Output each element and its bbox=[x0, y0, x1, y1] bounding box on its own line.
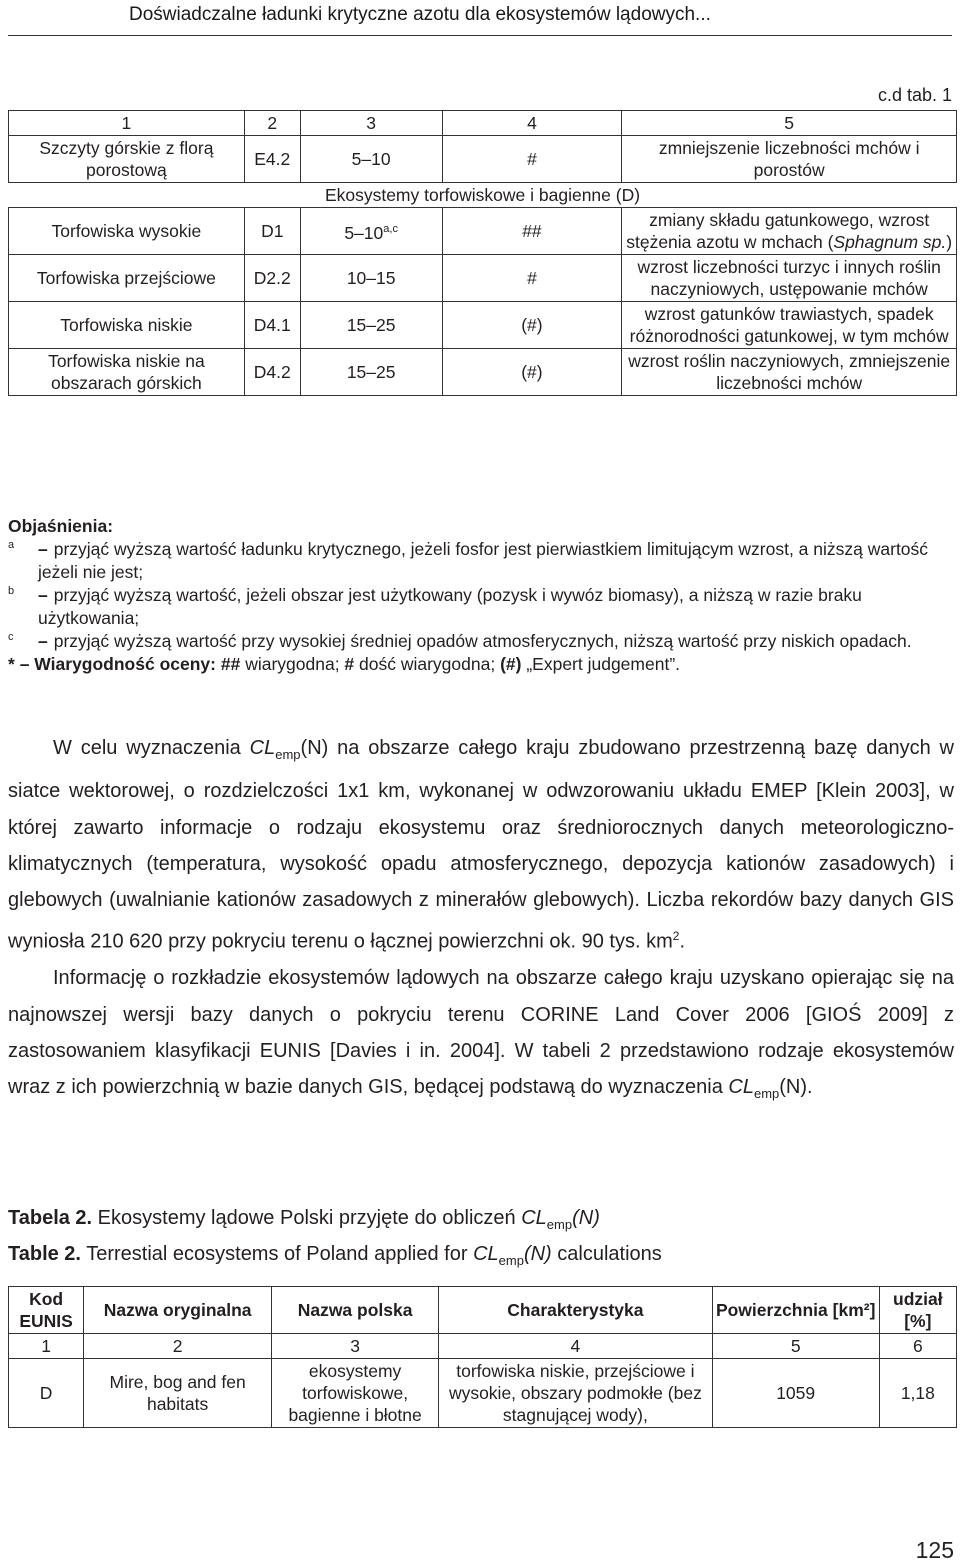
col-number: 3 bbox=[272, 1334, 439, 1359]
column-header: Nazwa oryginalna bbox=[84, 1287, 272, 1334]
table-row bbox=[9, 349, 957, 396]
table-row bbox=[9, 208, 957, 255]
original-name: Mire, bog and fen habitats bbox=[84, 1359, 272, 1428]
body-text bbox=[8, 730, 954, 1113]
reliability: # bbox=[442, 255, 622, 302]
table-footnotes bbox=[8, 515, 953, 676]
section-heading: Ekosystemy torfowiskowe i bagienne (D) bbox=[9, 183, 957, 208]
load-range: 10–15 bbox=[300, 255, 442, 302]
table-2-caption-en: Table 2. Terrestial ecosystems of Poland applied for $CL_{emp}(N)$ calculations bbox=[8, 1243, 662, 1268]
col-number: 5 bbox=[622, 111, 957, 136]
col-number: 3 bbox=[300, 111, 442, 136]
eunis-code: D2.2 bbox=[244, 255, 300, 302]
col-number: 4 bbox=[439, 1334, 713, 1359]
ecosystem-name: Torfowiska niskie bbox=[9, 302, 245, 349]
effect: wzrost liczebności turzyc i innych roślin naczyniowych, ustępowanie mchów bbox=[622, 255, 957, 302]
load-range: 5–10 bbox=[300, 136, 442, 183]
reliability: ## bbox=[442, 208, 622, 255]
col-number: 2 bbox=[84, 1334, 272, 1359]
page-number: 125 bbox=[915, 1537, 954, 1563]
eunis-code: D1 bbox=[244, 208, 300, 255]
ecosystem-name: Szczyty górskie z florą porostową bbox=[9, 136, 245, 183]
eunis-code: D4.1 bbox=[244, 302, 300, 349]
share: 1,18 bbox=[879, 1359, 956, 1428]
col-number: 1 bbox=[9, 111, 245, 136]
load-range: 15–25 bbox=[300, 349, 442, 396]
effect: wzrost gatunków trawiastych, spadek różnorodności gatunkowej, w tym mchów bbox=[622, 302, 957, 349]
table-row bbox=[9, 1334, 957, 1359]
table-2 bbox=[8, 1286, 957, 1428]
footnotes-heading: Objaśnienia: bbox=[8, 516, 114, 536]
paragraph-1: W celu wyznaczenia $CL_{emp}(N)$ na obszarze całego kraju zbudowano przestrzenną bazę danych w siatce wektorowej, o rozdzielczości 1x1 km, wykonanej w odwzorowaniu układu EMEP [Klein 2003], w której zawarto informacje o rodzaju ekosystemu oraz średniorocznych danych meteorologiczno-klimatycznych (temperatura, wysokość opadu atmosferycznego, depozycja kationów zasadowych) i glebowych (uwalnianie kationów zasadowych z minerałów glebowych). Liczba rekordów bazy danych GIS wyniosła 210 620 przy pokryciu terenu o łącznej powierzchni ok. 90 tys. $km^2$. bbox=[8, 737, 954, 954]
column-header: udział [%] bbox=[879, 1287, 956, 1334]
table-1-continued bbox=[8, 110, 957, 396]
table-section-row bbox=[9, 183, 957, 208]
column-header: Kod EUNIS bbox=[9, 1287, 84, 1334]
footnote-marker: a,c bbox=[383, 223, 398, 236]
ecosystem-name: Torfowiska niskie na obszarach górskich bbox=[9, 349, 245, 396]
col-number: 2 bbox=[244, 111, 300, 136]
column-header: Powierzchnia [km²] bbox=[712, 1287, 879, 1334]
polish-name: ekosystemy torfowiskowe, bagienne i błotne bbox=[272, 1359, 439, 1428]
reliability: # bbox=[442, 136, 622, 183]
table-row bbox=[9, 255, 957, 302]
col-number: 6 bbox=[879, 1334, 956, 1359]
col-number: 4 bbox=[442, 111, 622, 136]
col-number: 1 bbox=[9, 1334, 84, 1359]
effect: zmiany składu gatunkowego, wzrost stężenia azotu w mchach (Sphagnum sp.) bbox=[622, 208, 957, 255]
footnote-c: c – przyjąć wyższą wartość przy wysokiej średniej opadów atmosferycznych, niższą wartość przy niskich opadach. bbox=[8, 631, 912, 651]
table-header-row bbox=[9, 1287, 957, 1334]
running-header: Doświadczalne ładunki krytyczne azotu dla ekosystemów lądowych... bbox=[129, 4, 711, 25]
footnote-reliability: * – Wiarygodność oceny: ## wiarygodna; # dość wiarygodna; (#) „Expert judgement”. bbox=[8, 654, 681, 674]
effect: zmniejszenie liczebności mchów i porostów bbox=[622, 136, 957, 183]
header-divider bbox=[8, 35, 952, 36]
load-range: 5–10$^{a,c}$ bbox=[300, 208, 442, 255]
table-2-caption-pl: Tabela 2. Ekosystemy lądowe Polski przyjęte do obliczeń $CL_{emp}(N)$ bbox=[8, 1207, 600, 1232]
col-number: 5 bbox=[712, 1334, 879, 1359]
column-header: Nazwa polska bbox=[272, 1287, 439, 1334]
eunis-code: E4.2 bbox=[244, 136, 300, 183]
characteristics: torfowiska niskie, przejściowe i wysokie, obszary podmokłe (bez stagnującej wody), bbox=[439, 1359, 713, 1428]
column-header: Charakterystyka bbox=[439, 1287, 713, 1334]
reliability: (#) bbox=[442, 302, 622, 349]
reliability: (#) bbox=[442, 349, 622, 396]
eunis-code: D4.2 bbox=[244, 349, 300, 396]
table-row bbox=[9, 302, 957, 349]
table-continuation-label: c.d tab. 1 bbox=[877, 85, 952, 105]
paragraph-2: Informację o rozkładzie ekosystemów lądowych na obszarze całego kraju uzyskano opierając się na najnowszej wersji bazy danych o pokryciu terenu CORINE Land Cover 2006 [GIOŚ 2009] z zastosowaniem klasyfikacji EUNIS [Davies i in. 2004]. W tabeli 2 przedstawiono rodzaje ekosystemów wraz z ich powierzchnią w bazie danych GIS, będącej podstawą do wyznaczenia $CL_{emp}(N)$. bbox=[8, 967, 954, 1102]
table-row bbox=[9, 136, 957, 183]
table-row bbox=[9, 1359, 957, 1428]
ecosystem-name: Torfowiska przejściowe bbox=[9, 255, 245, 302]
load-range: 15–25 bbox=[300, 302, 442, 349]
footnote-b: b – przyjąć wyższą wartość, jeżeli obszar jest użytkowany (pozysk i wywóz biomasy), a niższą w razie braku użytkowania; bbox=[8, 585, 862, 628]
effect: wzrost roślin naczyniowych, zmniejszenie liczebności mchów bbox=[622, 349, 957, 396]
area: 1059 bbox=[712, 1359, 879, 1428]
table-row bbox=[9, 111, 957, 136]
footnote-a: a – przyjąć wyższą wartość ładunku krytycznego, jeżeli fosfor jest pierwiastkiem limitującym wzrost, a niższą wartość jeżeli nie jest; bbox=[8, 539, 929, 582]
ecosystem-name: Torfowiska wysokie bbox=[9, 208, 245, 255]
eunis-code: D bbox=[9, 1359, 84, 1428]
